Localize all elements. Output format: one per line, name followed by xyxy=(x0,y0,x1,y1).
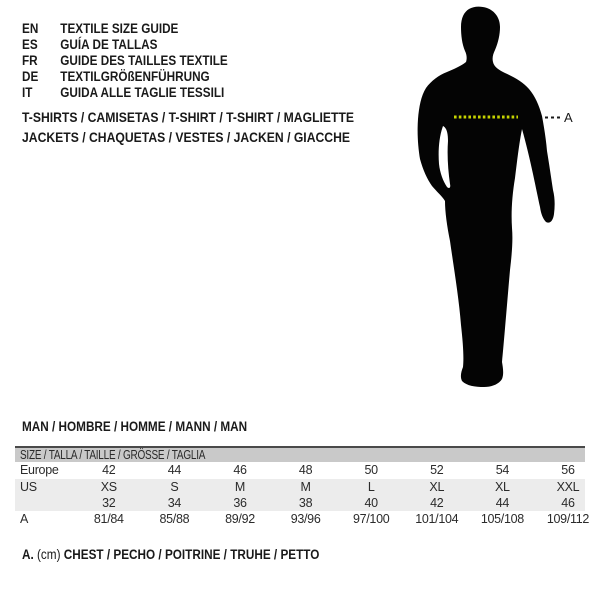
row-label: US xyxy=(20,480,37,494)
table-cell: 32 xyxy=(102,496,116,510)
table-cell: XXL xyxy=(556,480,580,494)
table-cell: 97/100 xyxy=(352,512,390,526)
table-cell: M xyxy=(234,480,246,494)
language-code: DE xyxy=(22,69,39,84)
table-cell: 52 xyxy=(430,463,444,477)
table-row-europe xyxy=(15,462,600,479)
table-cell: 46 xyxy=(233,463,247,477)
table-cell: 42 xyxy=(430,496,444,510)
size-table xyxy=(15,446,600,527)
language-code: EN xyxy=(22,21,39,36)
table-cell: M xyxy=(300,480,311,494)
category-line-jackets: JACKETS / CHAQUETAS / VESTES / JACKEN / GIACCHE xyxy=(22,128,351,145)
footnote-chest xyxy=(22,547,319,562)
language-label: GUIDA ALLE TAGLIE TESSILI xyxy=(60,85,225,100)
table-row-chest xyxy=(15,511,600,527)
table-cell: 101/104 xyxy=(415,512,459,526)
table-cell: 56 xyxy=(561,463,575,477)
table-cell: XS xyxy=(100,480,117,494)
table-cell: 50 xyxy=(364,463,378,477)
language-label: TEXTILE SIZE GUIDE xyxy=(60,21,179,36)
table-cell: 81/84 xyxy=(93,512,124,526)
footnote-text: CHEST / PECHO / POITRINE / TRUHE / PETTO xyxy=(63,547,320,562)
table-cell: 93/96 xyxy=(290,512,321,526)
row-label: Europe xyxy=(20,463,59,477)
language-code: ES xyxy=(22,37,38,52)
table-cell: 42 xyxy=(102,463,116,477)
footnote-marker: A. xyxy=(22,547,34,562)
table-cell: 38 xyxy=(298,496,313,510)
table-cell: S xyxy=(170,480,179,494)
man-silhouette-shape xyxy=(418,7,555,387)
table-cell: XL xyxy=(429,480,445,494)
table-cell: 46 xyxy=(561,496,575,510)
table-cell: 109/112 xyxy=(546,512,590,526)
table-cell: 40 xyxy=(364,496,378,510)
table-cell: 44 xyxy=(495,496,510,510)
table-cell: 48 xyxy=(298,463,313,477)
category-line-tshirts: T-SHIRTS / CAMISETAS / T-SHIRT / T-SHIRT / MAGLIETTE xyxy=(22,109,355,125)
table-cell: 54 xyxy=(495,463,510,477)
section-title-man: MAN / HOMBRE / HOMME / MANN / MAN xyxy=(22,419,248,434)
footnote-unit: (cm) xyxy=(37,547,61,562)
table-cell: 34 xyxy=(167,496,182,510)
language-code: IT xyxy=(22,85,33,100)
table-cell: 105/108 xyxy=(480,512,524,526)
size-table-header-label: SIZE / TALLA / TAILLE / GRÖSSE / TAGLIA xyxy=(20,448,206,462)
table-cell: L xyxy=(367,480,375,494)
language-label: TEXTILGRÖßENFÜHRUNG xyxy=(60,69,210,84)
table-cell: 36 xyxy=(233,496,247,510)
table-row-us xyxy=(15,479,600,495)
table-cell: XL xyxy=(495,480,510,494)
language-code: FR xyxy=(22,53,38,68)
table-row-us-numeric xyxy=(15,495,600,511)
language-label: GUÍA DE TALLAS xyxy=(60,37,158,52)
table-cell: 85/88 xyxy=(159,512,190,526)
size-table-header xyxy=(15,446,585,462)
row-label: A xyxy=(20,512,29,526)
language-label: GUIDE DES TAILLES TEXTILE xyxy=(60,53,228,68)
table-cell: 44 xyxy=(167,463,182,477)
measurement-label-a: A xyxy=(564,110,573,125)
table-cell: 89/92 xyxy=(225,512,255,526)
